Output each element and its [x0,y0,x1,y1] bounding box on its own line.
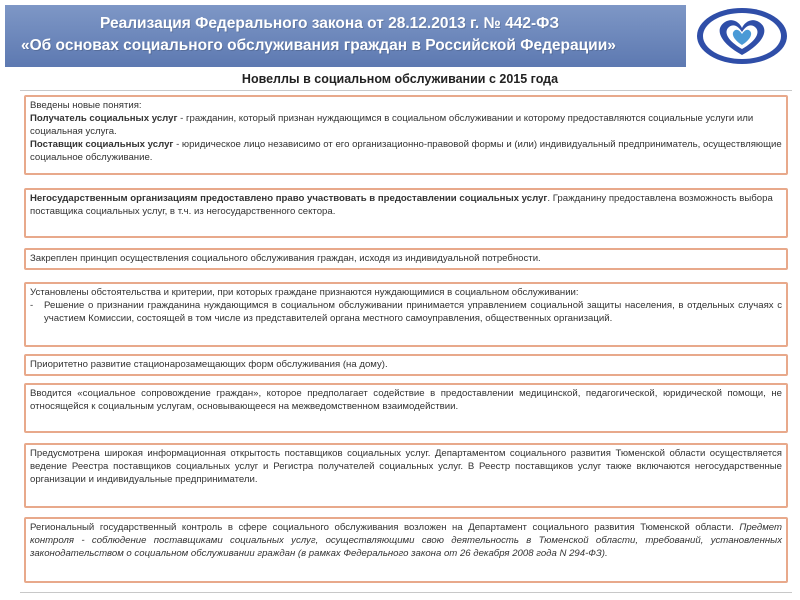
info-box-priority [24,354,788,376]
info-box-nongovernmental [24,188,788,238]
list-item-text: Решение о признании гражданина нуждающимся в социальном обслуживании принимается управлением социальной защиты населения, в отдельных случаях с участием Комиссии, состоящей в том числе из представителей органа местного самоуправления, общественных организаций. [44,300,782,324]
definition-provider [30,138,782,164]
info-box-principle [24,248,788,270]
box-rest-text: . Гражданину предоставлена возможность выбора поставщика социальных услуг, в т.ч. из негосударственного сектора. [30,193,773,217]
box-text [30,521,782,560]
info-box-openness [24,443,788,508]
box-plain-text: Региональный государственный контроль в сфере социального обслуживания возложен на Департамент социального развития Тюменской области. [30,522,740,533]
info-box-criteria [24,282,788,347]
info-box-new-concepts [24,95,788,175]
title-line-2: «Об основах социального обслуживания граждан в Российской Федерации» [21,37,616,54]
box-text: Закреплен принцип осуществления социального обслуживания граждан, исходя из индивидуальной потребности. [30,253,541,264]
box-intro: Введены новые понятия: [30,100,142,111]
definition-recipient [30,112,782,138]
box-intro: Установлены обстоятельства и критерии, при которых граждане признаются нуждающимися в социальном обслуживании: [30,287,579,298]
title-line-1: Реализация Федерального закона от 28.12.2013 г. № 442-ФЗ [100,15,560,32]
box-text: Вводится «социальное сопровождение граждан», которое предполагает содействие в предоставлении медицинской, педагогической, юридической помощи, не относящейся к социальным услугам, основывающееся на межведомственном взаимодействии. [30,388,782,412]
box-text: Предусмотрена широкая информационная открытость поставщиков социальных услуг. Департаментом социального развития Тюменской области осуществляется ведение Реестра поставщиков социальных услуг и Регистра получателей социальных услуг. В Реестр поставщиков услуг также включаются негосударственные организации и индивидуальные предприниматели. [30,448,782,485]
definition-text: - юридическое лицо независимо от его организационно-правовой формы и (или) индивидуальный предприниматель, осуществляющие социальное обслуживание. [30,139,782,163]
heart-hands-logo-icon [690,5,795,67]
section-subtitle: Новеллы в социальном обслуживании с 2015 года [241,72,559,86]
box-bold-text: Негосударственным организациям предоставлено право участвовать в предоставлении социальных услуг [30,193,548,204]
header-banner [5,5,686,67]
list-dash: - [30,300,34,311]
list-item [30,299,782,325]
box-italic-text: Предмет контроля - соблюдение поставщиками социальных услуг, осуществляющими свою деятельность в Тюменской области, требований, установленных законодательством о социальном обслуживании граждан (в рамках Федерального закона от 26 декабря 2008 года N 294-ФЗ). [30,522,782,559]
definition-text: - гражданин, который признан нуждающимся в социальном обслуживании и которому предоставляются социальные услуги или социальная услуга. [30,113,754,137]
box-text [30,192,782,218]
box-text: Приоритетно развитие стационарозамещающих форм обслуживания (на дому). [30,359,388,370]
divider [20,90,792,91]
term-provider: Поставщик социальных услуг [30,139,174,150]
divider [20,592,792,593]
info-box-social-support [24,383,788,433]
page-title [5,13,686,57]
term-recipient: Получатель социальных услуг [30,113,178,124]
logo [690,5,795,67]
info-box-regional-control [24,517,788,583]
